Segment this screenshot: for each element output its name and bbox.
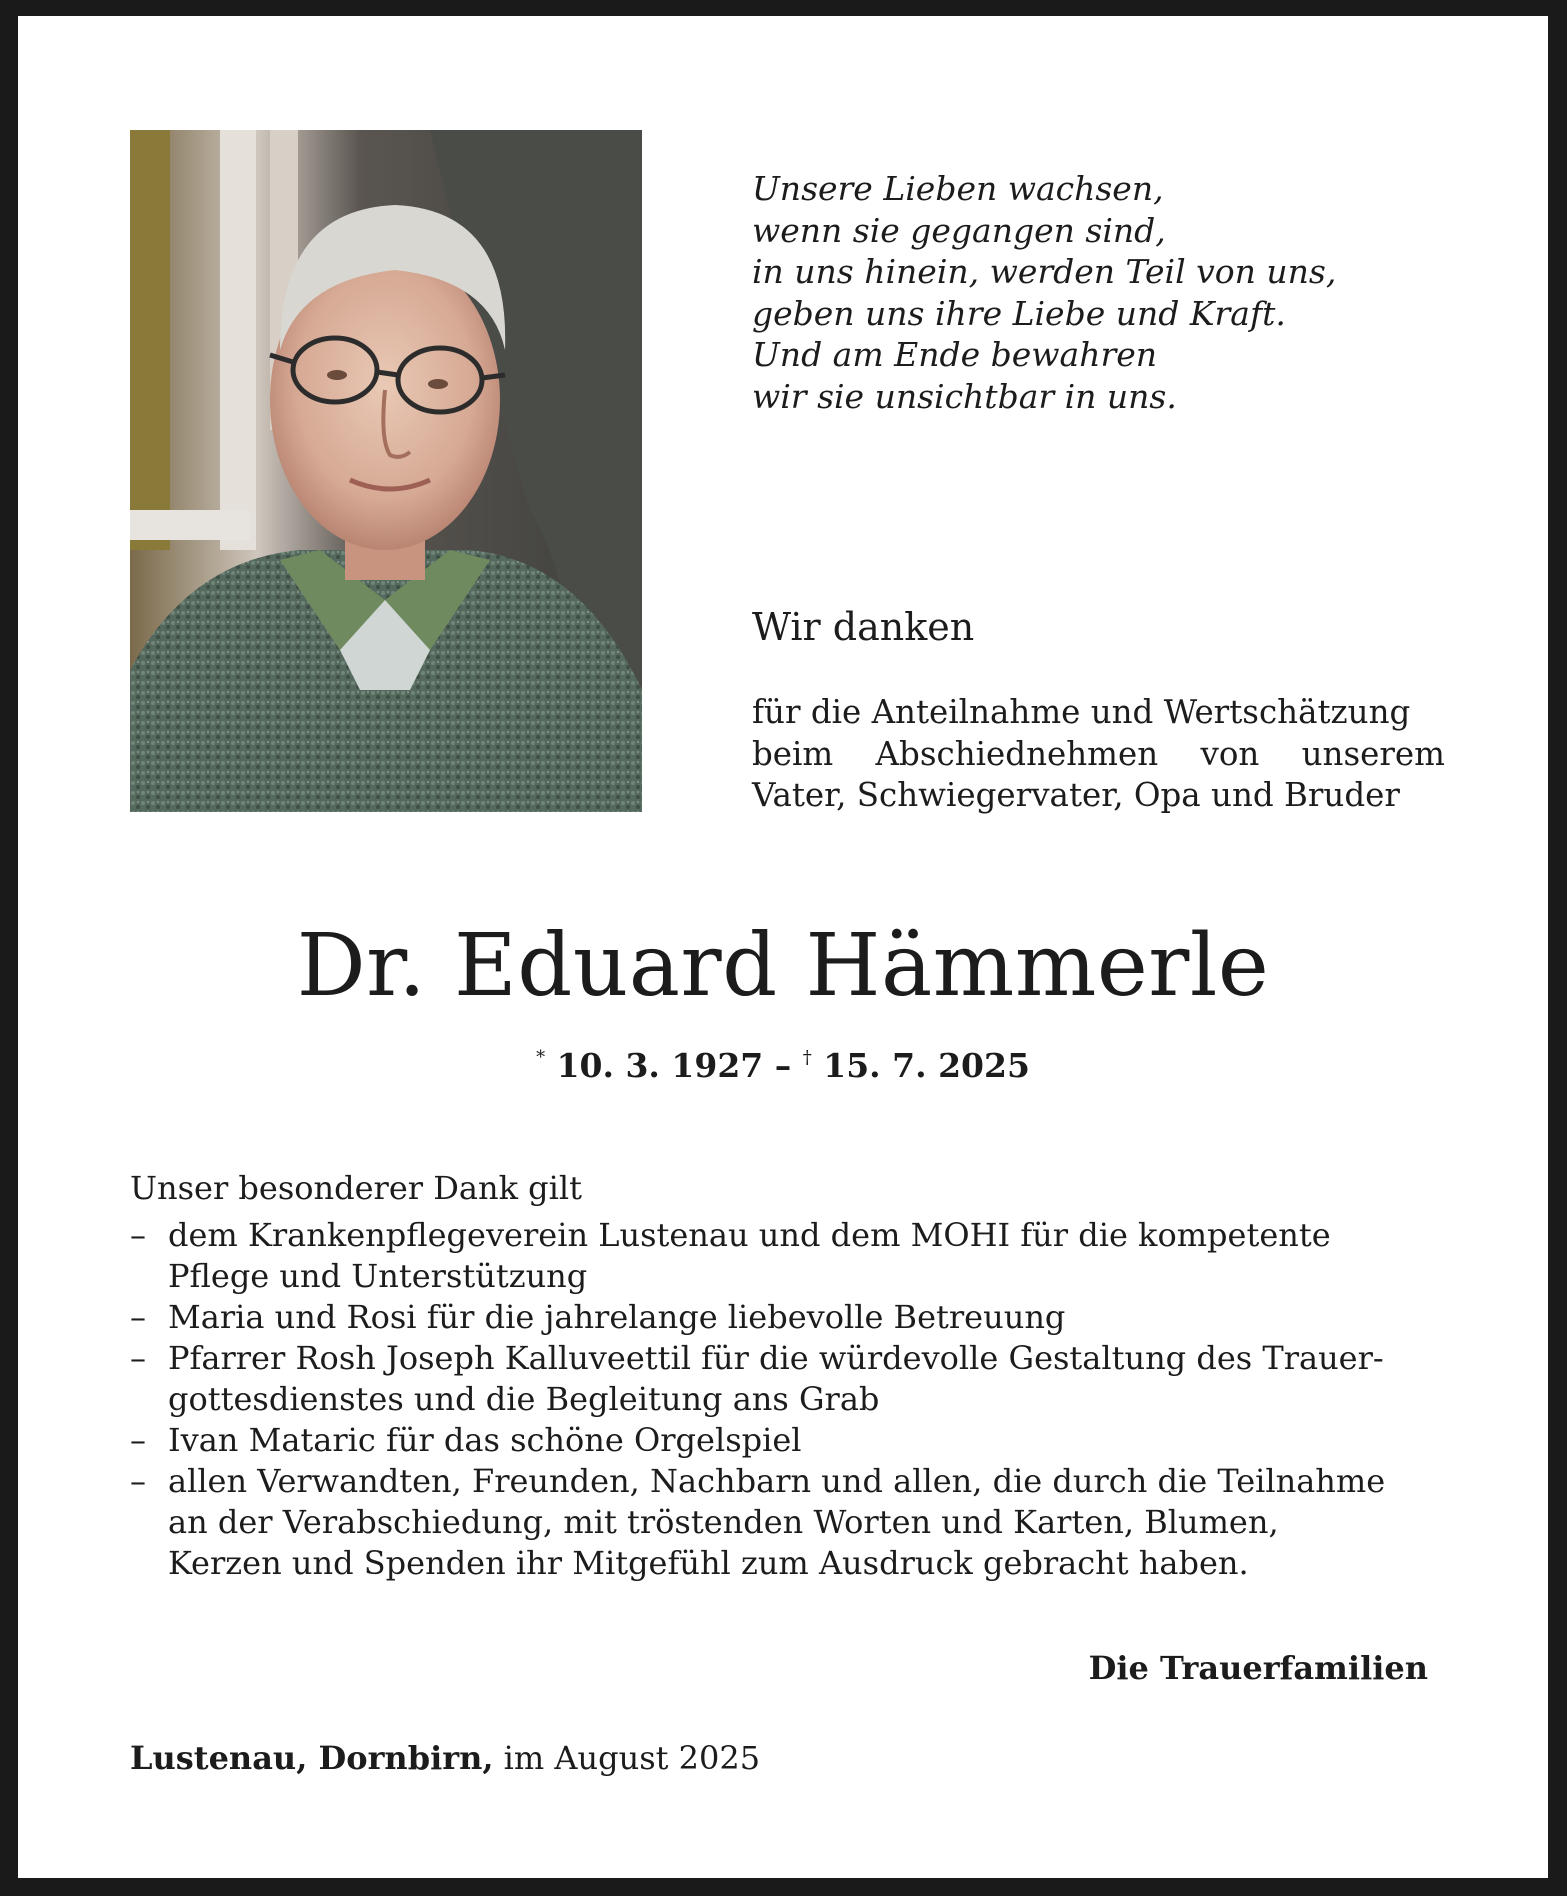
list-dash: – [130,1298,146,1336]
list-line: Pfarrer Rosh Joseph Kalluveettil für die würdevolle Gestaltung des Trauer- [168,1339,1384,1377]
list-line: gottesdienstes und die Begleitung ans Grab [168,1380,880,1418]
list-item [130,1215,1448,1297]
list-line: Pflege und Unterstützung [168,1257,588,1295]
portrait-image [130,130,642,812]
list-line: Kerzen und Spenden ihr Mitgefühl zum Ausdruck gebracht haben. [168,1544,1249,1582]
thanks-word: unserem [1301,734,1445,773]
birth-symbol: * [536,1047,546,1068]
list-dash: – [130,1421,146,1459]
thanks-line [752,734,1445,776]
date-separator: – [774,1046,792,1085]
portrait-photo [130,130,642,812]
place-date: im August 2025 [503,1739,761,1777]
list-line: Ivan Mataric für das schöne Orgelspiel [168,1421,802,1459]
poem [752,168,1452,417]
list-dash: – [130,1339,146,1377]
thanks-line: für die Anteilnahme und Wertschätzung [752,693,1411,731]
thanks-line: Vater, Schwiegervater, Opa und Bruder [752,776,1400,814]
list-item [130,1420,1448,1461]
list-dash: – [130,1462,146,1500]
list-item [130,1338,1448,1420]
thanks-word: von [1200,734,1260,773]
death-date: 15. 7. 2025 [823,1046,1030,1085]
poem-line: in uns hinein, werden Teil von uns, [752,252,1337,291]
death-symbol: † [802,1047,812,1068]
signature: Die Trauerfamilien [1088,1649,1428,1687]
place-location: Lustenau, Dornbirn, [130,1739,494,1777]
poem-line: wir sie unsichtbar in uns. [752,376,1177,416]
list-item [130,1297,1448,1338]
special-thanks [130,1168,1448,1584]
list-line: an der Verabschiedung, mit tröstenden Worten und Karten, Blumen, [168,1503,1279,1541]
poem-line: Unsere Lieben wachsen, [752,169,1164,208]
birth-date: 10. 3. 1927 [556,1046,764,1085]
thanks-word: beim [752,734,834,773]
list-item [130,1461,1448,1584]
list-line: Maria und Rosi für die jahrelange liebevolle Betreuung [168,1298,1066,1336]
thanks-word: Abschiednehmen [875,734,1159,773]
list-line: allen Verwandten, Freunden, Nachbarn und allen, die durch die Teilnahme [168,1462,1386,1500]
life-dates [18,1038,1548,1086]
poem-line: wenn sie gegangen sind, [752,210,1166,250]
deceased-name: Dr. Eduard Hämmerle [296,916,1270,1016]
place-and-date [130,1739,760,1777]
list-dash: – [130,1216,146,1254]
thanks-heading: Wir danken [752,605,975,649]
special-thanks-intro: Unser besonderer Dank gilt [130,1169,582,1207]
thanks-text [752,692,1445,817]
list-line: dem Krankenpflegeverein Lustenau und dem MOHI für die kompetente [168,1216,1331,1254]
special-thanks-list [130,1215,1448,1584]
obituary-notice [18,16,1548,1878]
poem-line: Und am Ende bewahren [752,335,1158,374]
poem-line: geben uns ihre Liebe und Kraft. [752,293,1286,333]
